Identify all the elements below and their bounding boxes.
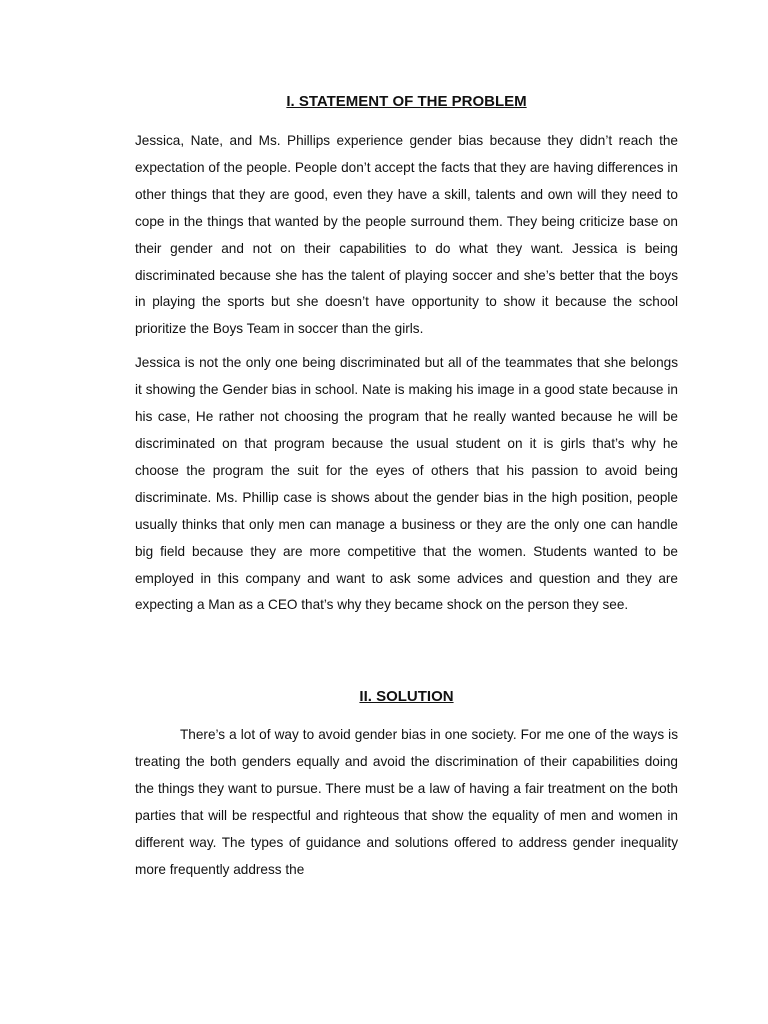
paragraph: Jessica is not the only one being discriminated but all of the teammates that she belongs it showing the Gender bias in school. Nate is making his image in a good state because in his case, He rather not choosing the program that he really wanted because he will be discriminated on that program because the usual student on it is girls that’s why he choose the program the suit for the eyes of others that his passion to avoid being discriminate. Ms. Phillip case is shows about the gender bias in the high position, people usually thinks that only men can manage a business or they are the only one can handle big field because they are more competitive that the women. Students wanted to be employed in this company and want to ask some advices and question and they are expecting a Man as a CEO that’s why they became shock on the person they see. [135,355,678,613]
section-heading-statement-of-the-problem: I. STATEMENT OF THE PROBLEM [286,93,527,110]
section-heading-solution: II. SOLUTION [359,688,454,706]
document-body [135,92,678,884]
paragraph: Jessica, Nate, and Ms. Phillips experience gender bias because they didn’t reach the expectation of the people. People don’t accept the facts that they are having differences in other things that they are good, even they have a skill, talents and own will they need to cope in the things that wanted by the people surround them. They being criticize base on their gender and not on their capabilities to do what they want. Jessica is being discriminated because she has the talent of playing soccer and she’s better that the boys in playing the sports but she doesn’t have opportunity to show it because the school prioritize the Boys Team in soccer than the girls. [135,133,678,337]
paragraph: There’s a lot of way to avoid gender bias in one society. For me one of the ways is treating the both genders equally and avoid the discrimination of their capabilities doing the things they want to pursue. There must be a law of having a fair treatment on the both parties that will be respectful and righteous that show the equality of men and women in different way. The types of guidance and solutions offered to address gender inequality more frequently address the [135,727,678,877]
